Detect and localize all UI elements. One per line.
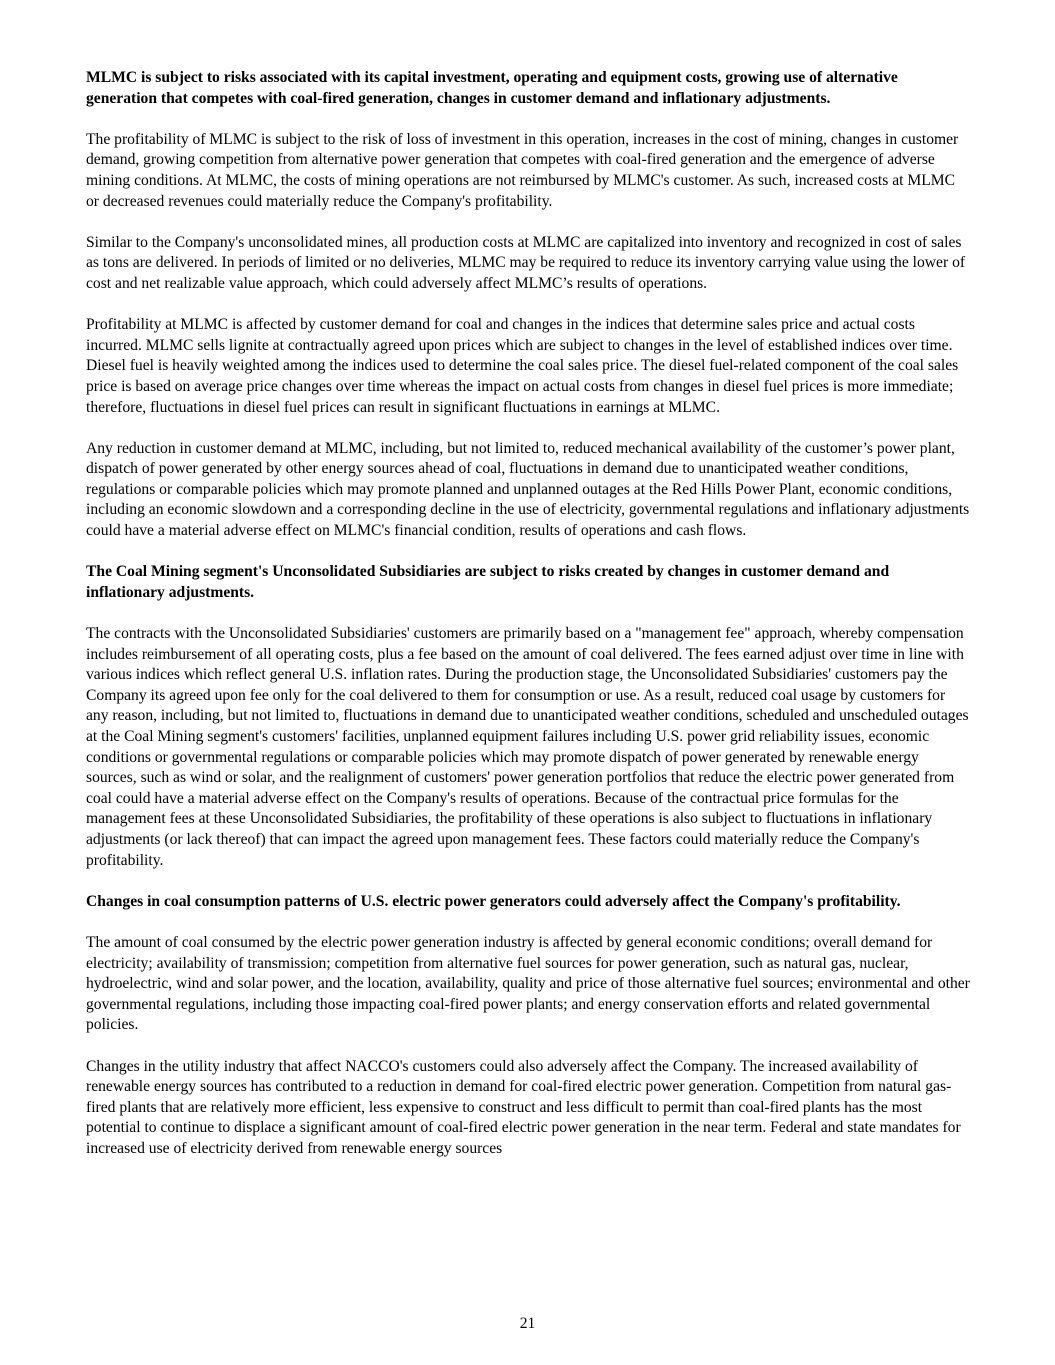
body-paragraph: The amount of coal consumed by the electric power generation industry is affected by general economic conditions; overall demand for electricity; availability of transmission; competition from alternative fuel sources for power generation, such as natural gas, nuclear, hydroelectric, wind and solar power, and the location, availability, quality and price of those alternative fuel sources; environmental and other governmental regulations, including those impacting coal-fired power plants; and energy conservation efforts and related governmental policies. [86,933,970,1034]
body-paragraph: Similar to the Company's unconsolidated mines, all production costs at MLMC are capitalized into inventory and recognized in cost of sales as tons are delivered. In periods of limited or no deliveries, MLMC may be required to reduce its inventory carrying value using the lower of cost and net realizable value approach, which could adversely affect MLMC’s results of operations. [86,233,966,292]
section-heading: Changes in coal consumption patterns of U.S. electric power generators could adversely affect the Company's profitability. [86,892,901,910]
body-paragraph: Any reduction in customer demand at MLMC, including, but not limited to, reduced mechanical availability of the customer’s power plant, dispatch of power generated by other energy sources ahead of coal, fluctuations in demand due to unanticipated weather conditions, regulations or comparable policies which may promote planned and unplanned outages at the Red Hills Power Plant, economic conditions, including an economic slowdown and a corresponding decline in the use of electricity, governmental regulations and inflationary adjustments could have a material adverse effect on MLMC's financial condition, results of operations and cash flows. [86,439,970,540]
body-paragraph: The profitability of MLMC is subject to the risk of loss of investment in this operation, increases in the cost of mining, changes in customer demand, growing competition from alternative power generation that competes with coal-fired generation and the emergence of adverse mining conditions. At MLMC, the costs of mining operations are not reimbursed by MLMC's customer. As such, increased costs at MLMC or decreased revenues could materially reduce the Company's profitability. [86,130,959,210]
body-paragraph: Changes in the utility industry that affect NACCO's customers could also adversely affect the Company. The increased availability of renewable energy sources has contributed to a reduction in demand for coal-fired electric power generation. Competition from natural gas-fired plants that are relatively more efficient, less expensive to construct and less difficult to permit than coal-fired plants has the most potential to continue to displace a significant amount of coal-fired electric power generation in the near term. Federal and state mandates for increased use of electricity derived from renewable energy sources [86,1057,961,1157]
body-paragraph: The contracts with the Unconsolidated Subsidiaries' customers are primarily based on a "management fee" approach, whereby compensation includes reimbursement of all operating costs, plus a fee based on the amount of coal delivered. The fees earned adjust over time in line with various indices which reflect general U.S. inflation rates. During the production stage, the Unconsolidated Subsidiaries' customers pay the Company its agreed upon fee only for the coal delivered to them for consumption or use. As a result, reduced coal usage by customers for any reason, including, but not limited to, fluctuations in demand due to unanticipated weather conditions, scheduled and unscheduled outages at the Coal Mining segment's customers' facilities, unplanned equipment failures including U.S. power grid reliability issues, economic conditions or governmental regulations or comparable policies which may promote dispatch of power generated by renewable energy sources, such as wind or solar, and the realignment of customers' power generation portfolios that reduce the electric power generated from coal could have a material adverse effect on the Company's results of operations. Because of the contractual price formulas for the management fees at these Unconsolidated Subsidiaries, the profitability of these operations is also subject to fluctuations in inflationary adjustments (or lack thereof) that can impact the agreed upon management fees. These factors could materially reduce the Company's profitability. [86,625,969,869]
section-heading: The Coal Mining segment's Unconsolidated Subsidiaries are subject to risks created by changes in customer demand and inflationary adjustments. [86,563,890,601]
body-paragraph: Profitability at MLMC is affected by customer demand for coal and changes in the indices that determine sales price and actual costs incurred. MLMC sells lignite at contractually agreed upon prices which are subject to changes in the level of established indices over time. Diesel fuel is heavily weighted among the indices used to determine the coal sales price. The diesel fuel-related component of the coal sales price is based on average price changes over time whereas the impact on actual costs from changes in diesel fuel prices is more immediate; therefore, fluctuations in diesel fuel prices can result in significant fluctuations in earnings at MLMC. [86,316,959,416]
section-heading: MLMC is subject to risks associated with its capital investment, operating and equipment costs, growing use of alternative generation that competes with coal-fired generation, changes in customer demand and inflationary adjustments. [86,69,898,107]
document-page [86,68,971,1180]
page-number: 21 [519,1315,536,1332]
